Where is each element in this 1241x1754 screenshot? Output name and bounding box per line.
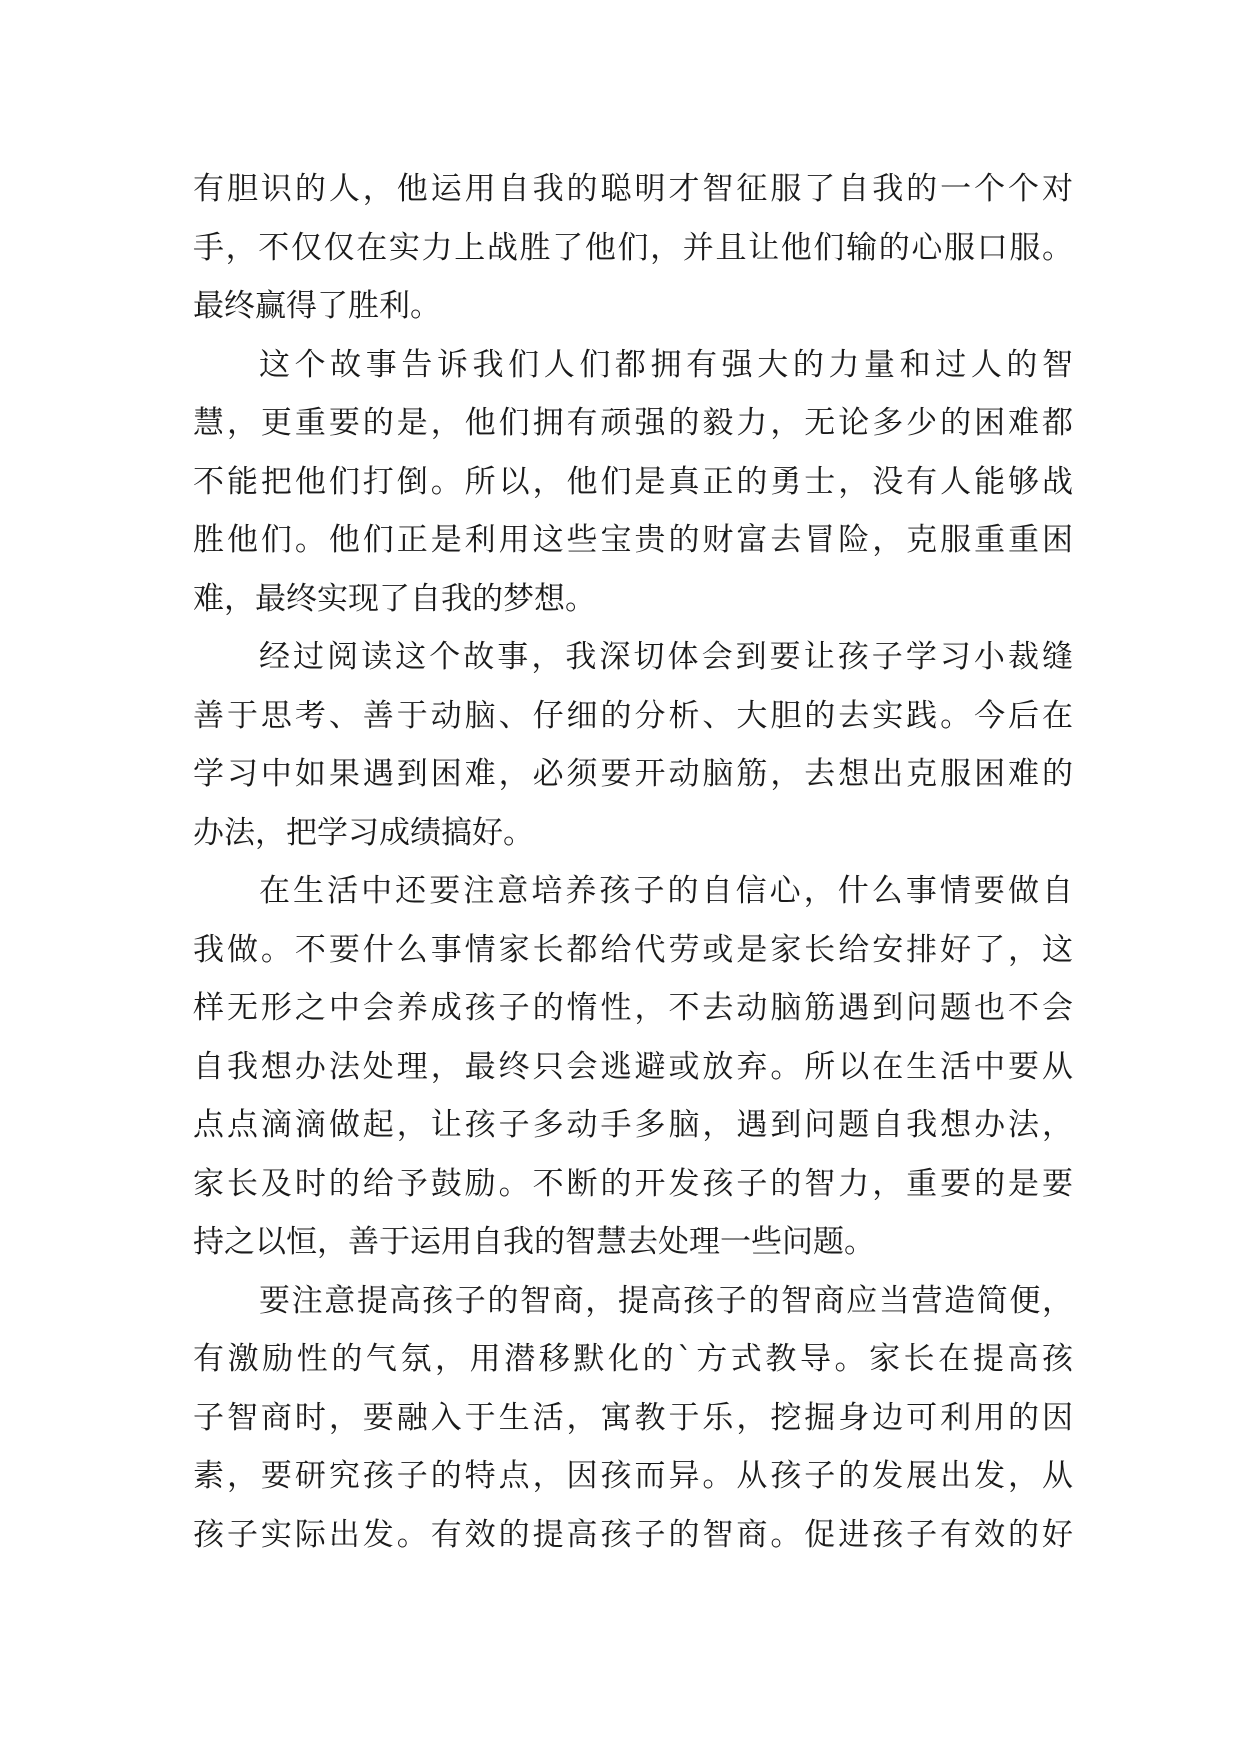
text-line: 学习中如果遇到困难，必须要开动脑筋，去想出克服困难的 [193,756,1073,792]
text-line: 最终赢得了胜利。 [193,288,441,324]
text-line: 我做。不要什么事情家长都给代劳或是家长给安排好了，这 [193,931,1073,968]
text-line: 善于思考、善于动脑、仔细的分析、大胆的去实践。今后在 [193,697,1073,734]
paragraph [193,160,1073,336]
text-line: 这个故事告诉我们人们都拥有强大的力量和过人的智 [259,346,1073,383]
text-line: 慧，更重要的是，他们拥有顽强的毅力，无论多少的困难都 [193,405,1073,441]
text-line: 有激励性的气氛，用潜移默化的`方式教导。家长在提高孩 [193,1341,1073,1377]
text-line: 胜他们。他们正是利用这些宝贵的财富去冒险，克服重重困 [193,522,1073,558]
text-line: 办法，把学习成绩搞好。 [193,814,534,851]
text-line: 孩子实际出发。有效的提高孩子的智商。促进孩子有效的好 [193,1516,1073,1553]
text-line: 手，不仅仅在实力上战胜了他们，并且让他们输的心服口服。 [193,229,1073,266]
text-line: 经过阅读这个故事，我深切体会到要让孩子学习小裁缝 [259,639,1073,675]
text-line: 有胆识的人，他运用自我的聪明才智征服了自我的一个个对 [193,171,1073,207]
paragraph [193,628,1073,862]
text-line: 素，要研究孩子的特点，因孩而异。从孩子的发展出发，从 [193,1458,1073,1494]
document-body [193,160,1073,1564]
text-line: 家长及时的给予鼓励。不断的开发孩子的智力，重要的是要 [193,1165,1073,1202]
text-line: 自我想办法处理，最终只会逃避或放弃。所以在生活中要从 [193,1048,1073,1085]
text-line: 样无形之中会养成孩子的惰性，不去动脑筋遇到问题也不会 [193,990,1073,1026]
text-line: 不能把他们打倒。所以，他们是真正的勇士，没有人能够战 [193,463,1073,500]
text-line: 难，最终实现了自我的梦想。 [193,580,596,617]
text-line: 点点滴滴做起，让孩子多动手多脑，遇到问题自我想办法， [193,1107,1073,1143]
paragraph [193,862,1073,1272]
paragraph [193,336,1073,629]
text-line: 在生活中还要注意培养孩子的自信心，什么事情要做自 [259,873,1073,909]
paragraph [193,1272,1073,1565]
text-line: 持之以恒，善于运用自我的智慧去处理一些问题。 [193,1224,875,1260]
text-line: 要注意提高孩子的智商，提高孩子的智商应当营造简便， [259,1282,1073,1319]
text-line: 子智商时，要融入于生活，寓教于乐，挖掘身边可利用的因 [193,1399,1073,1436]
